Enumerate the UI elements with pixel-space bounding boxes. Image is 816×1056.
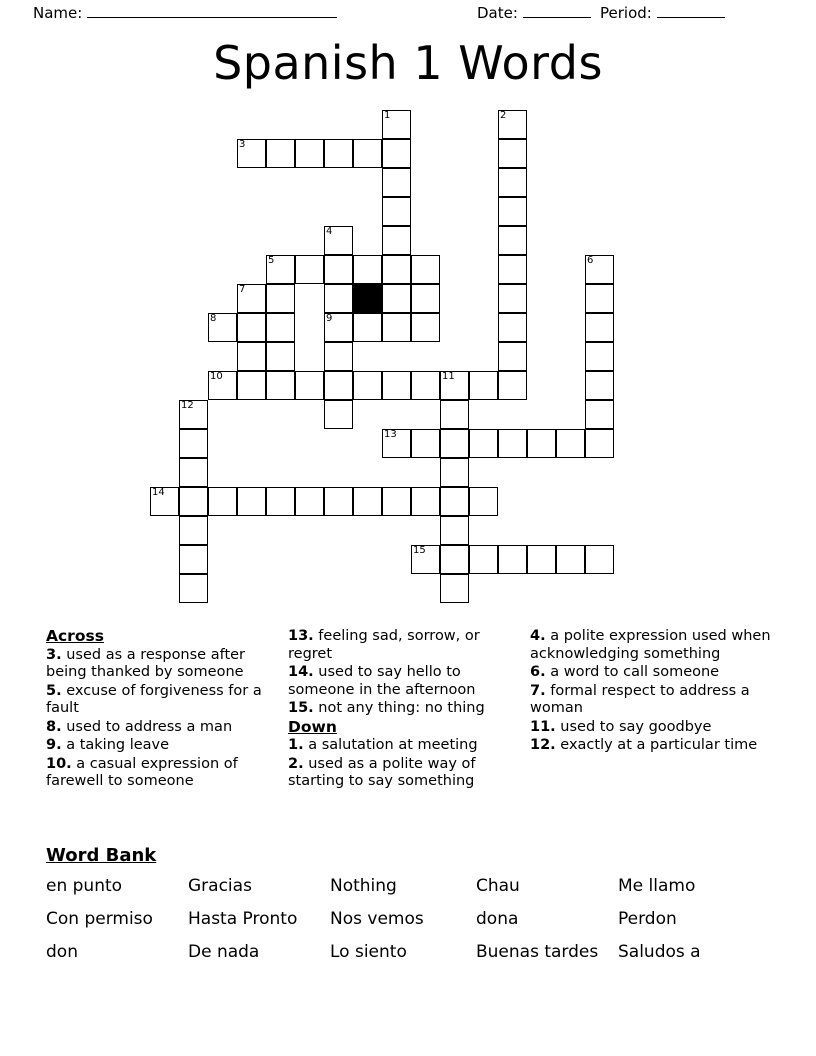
word-bank-item: dona	[476, 909, 519, 929]
grid-cell[interactable]	[498, 313, 527, 342]
grid-cell[interactable]	[585, 342, 614, 371]
word-bank-list	[46, 872, 786, 966]
clue-text: formal respect to address a woman	[530, 682, 750, 716]
grid-cell[interactable]	[237, 313, 266, 342]
grid-cell[interactable]	[324, 284, 353, 313]
grid-cell-number: 15	[413, 545, 426, 556]
grid-cell[interactable]	[440, 429, 469, 458]
grid-cell[interactable]	[382, 168, 411, 197]
word-bank-item: Buenas tardes	[476, 942, 599, 962]
grid-cell[interactable]	[266, 371, 295, 400]
clues-column-2	[288, 628, 524, 792]
date-input-line[interactable]	[523, 17, 591, 18]
grid-cell[interactable]	[585, 313, 614, 342]
clue-item	[288, 664, 524, 699]
clue-number: 14.	[288, 664, 314, 680]
clue-item	[288, 628, 524, 663]
grid-cell[interactable]	[498, 371, 527, 400]
grid-cell-number: 8	[210, 313, 217, 324]
clue-text: used as a response after being thanked by someone	[46, 646, 246, 680]
page-title: Spanish 1 Words	[213, 36, 603, 90]
grid-cell[interactable]	[585, 545, 614, 574]
grid-cell[interactable]	[266, 284, 295, 313]
grid-cell[interactable]	[440, 458, 469, 487]
grid-cell[interactable]	[324, 313, 353, 342]
grid-cell[interactable]	[266, 487, 295, 516]
clue-item	[530, 664, 780, 682]
clue-text: a taking leave	[61, 737, 170, 753]
grid-cell[interactable]	[179, 574, 208, 603]
name-label: Name:	[33, 4, 83, 22]
grid-cell[interactable]	[353, 139, 382, 168]
clue-number: 8.	[46, 718, 62, 735]
grid-cell[interactable]	[179, 400, 208, 429]
clue-number: 4.	[530, 628, 546, 644]
grid-cell[interactable]	[527, 545, 556, 574]
grid-cell[interactable]	[411, 284, 440, 313]
grid-cell[interactable]	[208, 487, 237, 516]
grid-cell[interactable]	[498, 139, 527, 168]
clue-text: not any thing: no thing	[313, 700, 485, 716]
word-bank-item: Gracias	[188, 876, 252, 896]
clues-column-1	[46, 628, 286, 792]
grid-cell[interactable]	[556, 429, 585, 458]
clue-text: a polite expression used when acknowledging something	[530, 628, 771, 662]
grid-cell[interactable]	[585, 255, 614, 284]
grid-cell-number: 9	[326, 313, 333, 324]
clue-number: 1.	[288, 737, 304, 753]
clue-number: 12.	[530, 737, 556, 753]
grid-cell[interactable]	[440, 371, 469, 400]
clue-item	[288, 700, 524, 718]
grid-cell[interactable]	[382, 226, 411, 255]
clue-number: 10.	[46, 755, 72, 772]
grid-cell[interactable]	[382, 487, 411, 516]
grid-cell[interactable]	[498, 545, 527, 574]
grid-cell[interactable]	[440, 487, 469, 516]
clue-number: 15.	[288, 700, 314, 716]
grid-cell[interactable]	[237, 139, 266, 168]
clue-text: a salutation at meeting	[303, 737, 478, 753]
grid-cell-blocked	[353, 284, 382, 313]
clue-item	[288, 737, 524, 755]
clue-item	[288, 756, 524, 791]
grid-cell[interactable]	[498, 226, 527, 255]
clue-text: used as a polite way of starting to say something	[288, 755, 476, 789]
word-bank-item: Perdon	[618, 909, 677, 929]
grid-cell[interactable]	[585, 284, 614, 313]
grid-cell[interactable]	[353, 371, 382, 400]
grid-cell[interactable]	[469, 487, 498, 516]
grid-cell-number: 11	[442, 371, 455, 382]
word-bank-item: Nos vemos	[330, 909, 424, 929]
clue-number: 6.	[530, 664, 546, 680]
grid-cell[interactable]	[324, 487, 353, 516]
grid-cell[interactable]	[179, 545, 208, 574]
grid-cell[interactable]	[237, 371, 266, 400]
word-bank-item: De nada	[188, 942, 260, 962]
grid-cell-number: 10	[210, 371, 223, 382]
grid-cell-number: 14	[152, 487, 165, 498]
clue-item	[46, 683, 286, 718]
clue-item	[530, 737, 780, 755]
grid-cell[interactable]	[440, 400, 469, 429]
date-label: Date:	[477, 4, 518, 22]
grid-cell[interactable]	[411, 313, 440, 342]
clue-text: used to say hello to someone in the afternoon	[288, 664, 476, 698]
clue-number: 13.	[288, 628, 314, 644]
clue-number: 2.	[288, 755, 304, 772]
grid-cell[interactable]	[498, 110, 527, 139]
grid-cell[interactable]	[237, 342, 266, 371]
grid-cell[interactable]	[498, 284, 527, 313]
word-bank-item: Lo siento	[330, 942, 407, 962]
clue-number: 3.	[46, 646, 62, 663]
grid-cell[interactable]	[382, 429, 411, 458]
grid-cell[interactable]	[324, 139, 353, 168]
grid-cell[interactable]	[585, 429, 614, 458]
grid-cell[interactable]	[266, 139, 295, 168]
grid-cell-number: 2	[500, 110, 507, 121]
grid-cell-number: 7	[239, 284, 246, 295]
clue-text: a word to call someone	[545, 664, 720, 680]
worksheet-header	[0, 2, 816, 26]
grid-cell[interactable]	[179, 487, 208, 516]
word-bank-item: Hasta Pronto	[188, 909, 298, 929]
clue-item	[46, 647, 286, 682]
grid-cell[interactable]	[440, 574, 469, 603]
grid-cell[interactable]	[382, 197, 411, 226]
grid-cell[interactable]	[353, 487, 382, 516]
grid-cell[interactable]	[382, 139, 411, 168]
grid-cell[interactable]	[498, 168, 527, 197]
clue-text: exactly at a particular time	[555, 737, 758, 753]
clue-item	[530, 628, 780, 663]
grid-cell[interactable]	[266, 255, 295, 284]
grid-cell[interactable]	[382, 284, 411, 313]
grid-cell[interactable]	[498, 429, 527, 458]
grid-cell[interactable]	[295, 487, 324, 516]
clue-item	[530, 683, 780, 718]
grid-cell[interactable]	[440, 516, 469, 545]
grid-cell[interactable]	[179, 516, 208, 545]
grid-cell[interactable]	[585, 371, 614, 400]
grid-cell[interactable]	[585, 400, 614, 429]
grid-cell[interactable]	[411, 487, 440, 516]
across-heading: Across	[46, 627, 104, 645]
grid-cell[interactable]	[469, 429, 498, 458]
grid-cell[interactable]	[179, 458, 208, 487]
clue-number: 9.	[46, 737, 62, 753]
word-bank-item: Con permiso	[46, 909, 153, 929]
grid-cell[interactable]	[324, 226, 353, 255]
date-field-group	[477, 4, 591, 22]
clue-item	[46, 737, 286, 755]
grid-cell[interactable]	[353, 255, 382, 284]
clue-number: 7.	[530, 682, 546, 699]
clue-item	[530, 719, 780, 737]
grid-cell[interactable]	[411, 255, 440, 284]
grid-cell[interactable]	[527, 429, 556, 458]
period-field-group	[600, 4, 725, 22]
grid-cell[interactable]	[382, 255, 411, 284]
grid-cell[interactable]	[411, 545, 440, 574]
clue-item	[46, 719, 286, 737]
grid-cell[interactable]	[498, 342, 527, 371]
grid-cell[interactable]	[469, 545, 498, 574]
grid-cell[interactable]	[411, 371, 440, 400]
grid-cell-number: 12	[181, 400, 194, 411]
grid-cell[interactable]	[382, 110, 411, 139]
period-input-line[interactable]	[657, 17, 725, 18]
grid-cell[interactable]	[150, 487, 179, 516]
clues-section	[0, 628, 816, 828]
grid-cell-number: 5	[268, 255, 275, 266]
grid-cell[interactable]	[179, 429, 208, 458]
grid-cell[interactable]	[208, 313, 237, 342]
grid-cell-number: 4	[326, 226, 333, 237]
grid-cell[interactable]	[295, 255, 324, 284]
grid-cell[interactable]	[411, 429, 440, 458]
grid-cell[interactable]	[498, 197, 527, 226]
grid-cell[interactable]	[382, 313, 411, 342]
word-bank-item: Nothing	[330, 876, 397, 896]
clue-text: excuse of forgiveness for a fault	[46, 682, 262, 716]
clue-text: a casual expression of farewell to someone	[46, 755, 238, 789]
name-input-line[interactable]	[87, 17, 337, 18]
grid-cell[interactable]	[324, 371, 353, 400]
grid-cell[interactable]	[295, 371, 324, 400]
clue-number: 5.	[46, 682, 62, 699]
name-field-group	[33, 4, 337, 22]
grid-cell[interactable]	[324, 400, 353, 429]
grid-cell[interactable]	[295, 139, 324, 168]
clue-text: feeling sad, sorrow, or regret	[288, 628, 480, 662]
grid-cell[interactable]	[440, 545, 469, 574]
down-heading: Down	[288, 717, 337, 736]
clues-column-3	[530, 628, 780, 756]
period-label: Period:	[600, 4, 652, 22]
grid-cell[interactable]	[208, 371, 237, 400]
grid-cell[interactable]	[324, 342, 353, 371]
grid-cell[interactable]	[237, 487, 266, 516]
clue-number: 11.	[530, 718, 556, 735]
grid-cell[interactable]	[469, 371, 498, 400]
word-bank-section	[46, 845, 786, 966]
grid-cell[interactable]	[237, 284, 266, 313]
word-bank-title: Word Bank	[46, 845, 157, 866]
grid-cell[interactable]	[498, 255, 527, 284]
grid-cell[interactable]	[353, 313, 382, 342]
grid-cell[interactable]	[324, 255, 353, 284]
grid-cell-number: 3	[239, 139, 246, 150]
grid-cell[interactable]	[266, 342, 295, 371]
word-bank-item: Me llamo	[618, 876, 696, 896]
grid-cell-number: 13	[384, 429, 397, 440]
grid-cell[interactable]	[266, 313, 295, 342]
clue-text: used to say goodbye	[555, 718, 712, 735]
word-bank-item: Saludos a	[618, 942, 701, 962]
clue-text: used to address a man	[61, 718, 233, 735]
word-bank-item: don	[46, 942, 78, 962]
grid-cell[interactable]	[382, 371, 411, 400]
grid-cell[interactable]	[556, 545, 585, 574]
word-bank-item: Chau	[476, 876, 520, 896]
clue-item	[46, 756, 286, 791]
grid-cell-number: 6	[587, 255, 594, 266]
word-bank-item: en punto	[46, 876, 123, 896]
grid-cell-number: 1	[384, 110, 391, 121]
